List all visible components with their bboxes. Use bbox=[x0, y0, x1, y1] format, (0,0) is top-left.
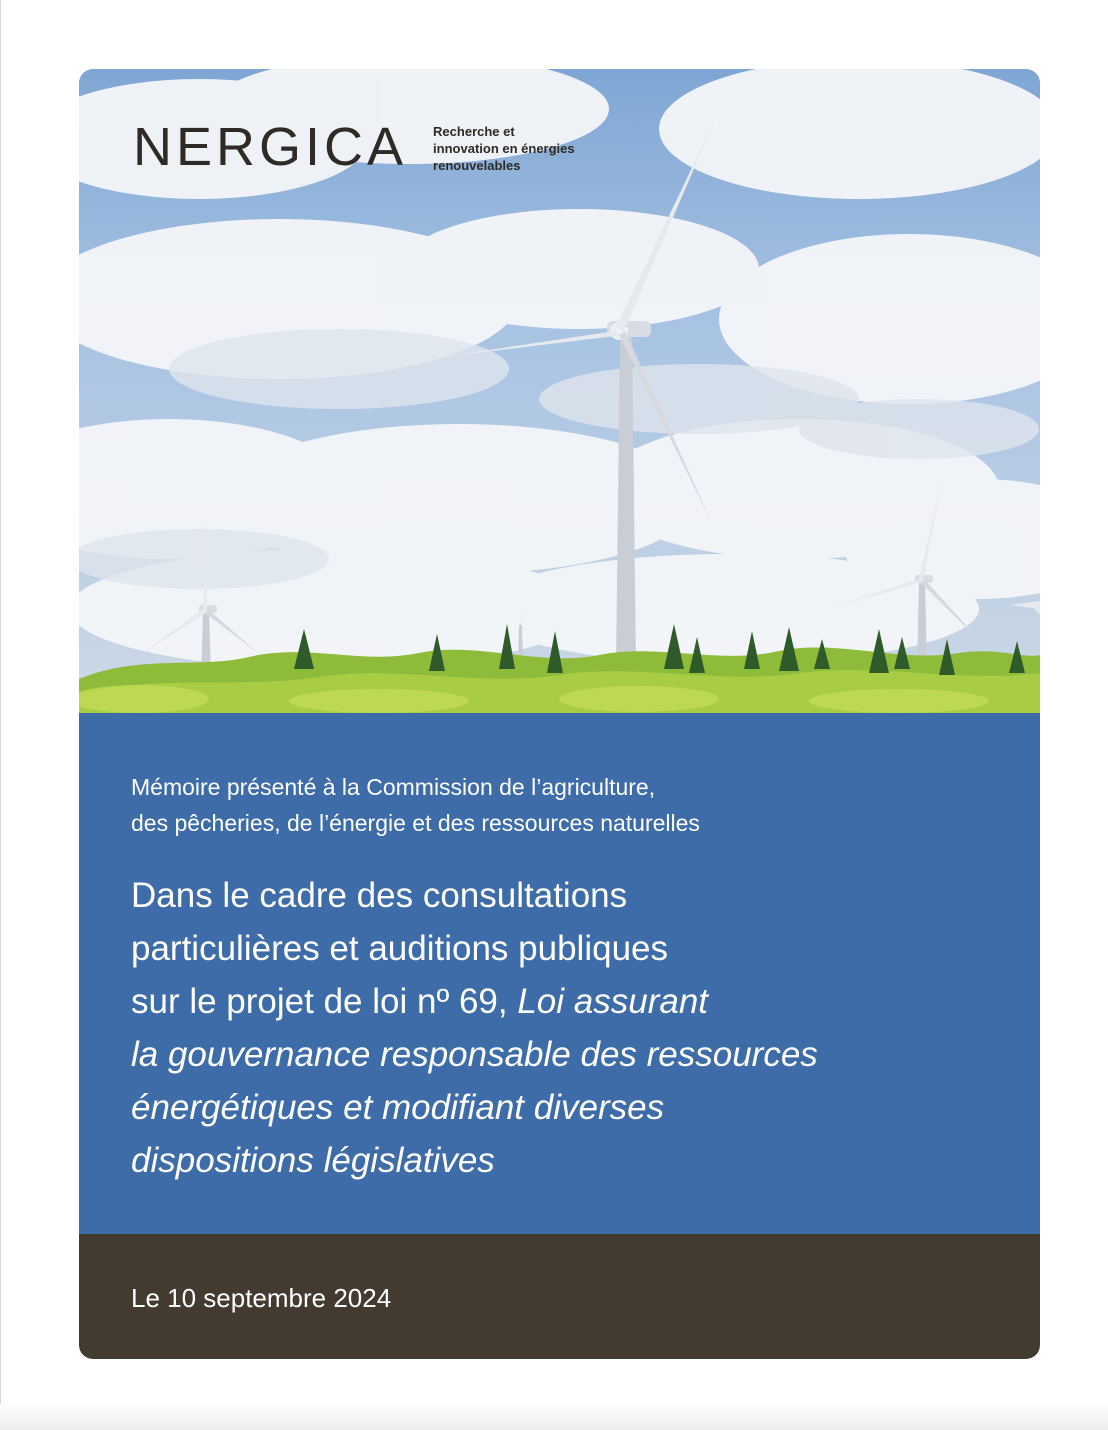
title-panel bbox=[79, 713, 1040, 1234]
hero-photo-wind-turbines bbox=[79, 69, 1040, 713]
wind-turbine-far-right bbox=[1009, 601, 1040, 614]
title-line-italic: la gouvernance responsable des ressources bbox=[131, 1035, 818, 1074]
subtitle-line: des pêcheries, de l’énergie et des ressources naturelles bbox=[131, 810, 700, 836]
title-line-italic-full bbox=[131, 1081, 1011, 1134]
subtitle bbox=[131, 769, 991, 841]
logo-tagline-line: renouvelables bbox=[433, 158, 521, 173]
title-line-italic: énergétiques et modifiant diverses bbox=[131, 1088, 665, 1127]
title-line bbox=[131, 975, 1011, 1028]
title-line: particulières et auditions publiques bbox=[131, 929, 668, 968]
title-line-italic: Loi assurant bbox=[517, 982, 709, 1021]
title-line-italic: dispositions législatives bbox=[131, 1141, 495, 1180]
date-panel bbox=[79, 1234, 1040, 1359]
subtitle-line: Mémoire présenté à la Commission de l’agriculture, bbox=[131, 774, 656, 800]
publication-date: Le 10 septembre 2024 bbox=[131, 1283, 392, 1313]
logo-tagline-line: Recherche et bbox=[433, 124, 515, 139]
logo-tagline bbox=[433, 123, 613, 174]
bottom-shade bbox=[0, 1404, 1108, 1430]
page-edge bbox=[0, 0, 1, 1430]
title-line: Dans le cadre des consultations bbox=[131, 876, 628, 915]
document-title bbox=[131, 869, 1011, 1187]
logo-tagline-line: innovation en énergies bbox=[433, 141, 575, 156]
title-line-regular: sur le projet de loi nº 69, bbox=[131, 982, 518, 1021]
logo-wordmark: NERGICA bbox=[133, 117, 408, 177]
nergica-logo bbox=[133, 119, 613, 175]
title-line-italic-full bbox=[131, 1134, 1011, 1187]
cover-card bbox=[79, 69, 1040, 1359]
title-line-italic-full bbox=[131, 1028, 1011, 1081]
